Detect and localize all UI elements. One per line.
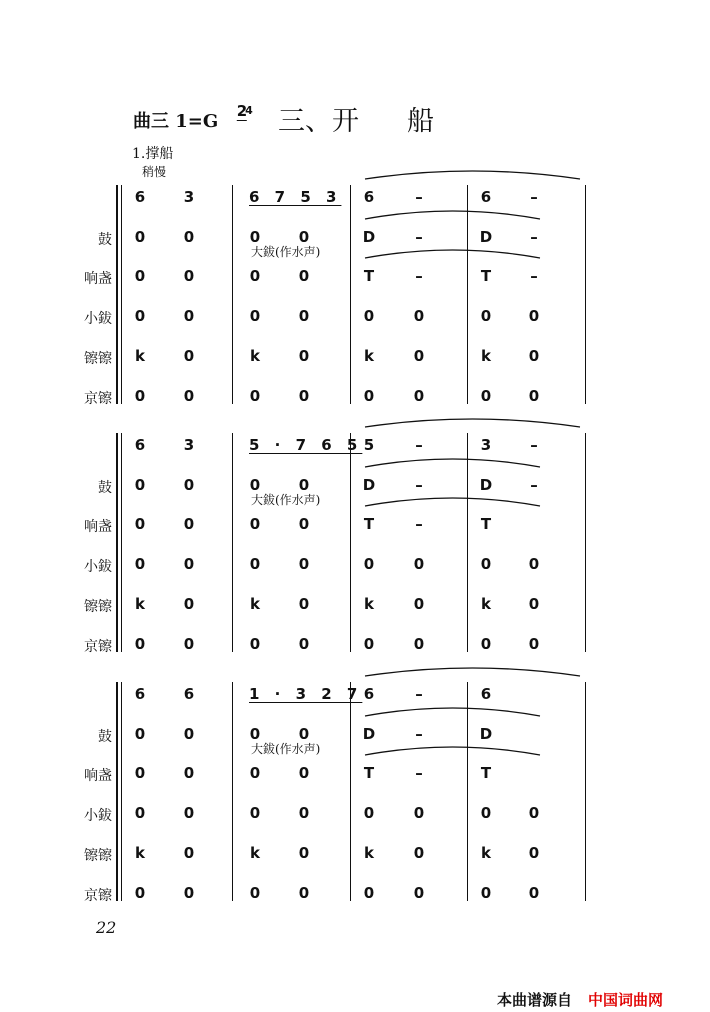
- beat-cell: 0: [183, 764, 195, 782]
- beat-cell: 0: [134, 307, 146, 325]
- beat-cell: 0: [363, 555, 375, 573]
- tempo-marking: 稍慢: [142, 165, 167, 179]
- melody-note: 6: [480, 188, 492, 206]
- beat-cell: k: [364, 844, 374, 862]
- beat-cell: 0: [134, 476, 146, 494]
- beat-cell: 0: [298, 725, 310, 743]
- beat-cell: k: [135, 595, 145, 613]
- tie-arc: [365, 211, 540, 219]
- melody-note: –: [530, 188, 538, 206]
- melody-note: 3: [183, 436, 195, 454]
- melody-note: 6: [363, 685, 375, 703]
- beat-cell: 0: [298, 267, 310, 285]
- melody-note: 3: [183, 188, 195, 206]
- melody-phrase: 5 · 7 6 5: [249, 436, 363, 454]
- melody-note: 6: [183, 685, 195, 703]
- beat-cell: –: [415, 725, 423, 743]
- beat-cell: 0: [363, 387, 375, 405]
- beat-cell: 0: [134, 387, 146, 405]
- instrument-label: 京镲: [84, 888, 112, 904]
- melody-note: 6: [134, 436, 146, 454]
- beat-cell: k: [135, 844, 145, 862]
- beat-cell: 0: [183, 635, 195, 653]
- beat-cell: 0: [183, 595, 195, 613]
- beat-cell: 0: [249, 387, 261, 405]
- beat-cell: 0: [363, 635, 375, 653]
- instrument-label: 响盏: [84, 271, 112, 287]
- beat-cell: 0: [528, 595, 540, 613]
- beat-cell: 0: [298, 884, 310, 902]
- beat-cell: 0: [249, 267, 261, 285]
- tie-arc: [365, 498, 540, 506]
- beat-cell: k: [250, 595, 260, 613]
- beat-cell: 0: [413, 307, 425, 325]
- beat-cell: –: [415, 267, 423, 285]
- beat-cell: 0: [363, 884, 375, 902]
- beat-cell: 0: [134, 725, 146, 743]
- beat-cell: 0: [183, 515, 195, 533]
- beat-cell: 0: [134, 764, 146, 782]
- beat-cell: 0: [298, 387, 310, 405]
- instrument-label: 镲镲: [84, 351, 112, 367]
- instrument-label: 鼓: [98, 729, 112, 745]
- beat-cell: 0: [298, 844, 310, 862]
- instrument-label: 镲镲: [84, 848, 112, 864]
- instrument-label: 小鈸: [84, 808, 112, 824]
- beat-cell: 0: [480, 635, 492, 653]
- source-credit: [497, 989, 663, 1010]
- melody-note: 6: [134, 188, 146, 206]
- beat-cell: D: [479, 725, 493, 743]
- beat-cell: 0: [528, 804, 540, 822]
- page-number: 22: [96, 918, 117, 937]
- beat-cell: 0: [183, 555, 195, 573]
- beat-cell: –: [415, 764, 423, 782]
- beat-cell: 0: [528, 884, 540, 902]
- beat-cell: –: [530, 267, 538, 285]
- beat-cell: 0: [134, 515, 146, 533]
- beat-cell: –: [415, 515, 423, 533]
- instrument-label: 京镲: [84, 391, 112, 407]
- beat-cell: 0: [528, 635, 540, 653]
- source-prefix: 本曲谱源自: [497, 991, 573, 1009]
- instrument-label: 京镲: [84, 639, 112, 655]
- beat-cell: 0: [183, 267, 195, 285]
- beat-cell: 0: [480, 387, 492, 405]
- beat-cell: 0: [134, 555, 146, 573]
- beat-cell: 0: [413, 635, 425, 653]
- melody-phrase: 6 7 5 3: [249, 188, 342, 206]
- source-site: 中国词曲网: [588, 991, 664, 1009]
- beat-cell: –: [415, 228, 423, 246]
- beat-cell: 0: [249, 764, 261, 782]
- beat-cell: 0: [183, 884, 195, 902]
- beat-cell: 0: [298, 228, 310, 246]
- beat-cell: 0: [134, 228, 146, 246]
- melody-phrase: 1 · 3 2 7: [249, 685, 363, 703]
- time-bottom: 4: [245, 104, 253, 117]
- beat-cell: T: [480, 764, 492, 782]
- beat-cell: 0: [134, 635, 146, 653]
- beat-cell: 0: [528, 844, 540, 862]
- beat-cell: 0: [528, 347, 540, 365]
- beat-cell: 0: [298, 635, 310, 653]
- beat-cell: 0: [134, 884, 146, 902]
- beat-cell: 0: [298, 476, 310, 494]
- melody-note: 6: [134, 685, 146, 703]
- beat-cell: 0: [413, 347, 425, 365]
- beat-cell: 0: [183, 804, 195, 822]
- beat-cell: 0: [413, 884, 425, 902]
- beat-cell: 0: [363, 804, 375, 822]
- beat-cell: 0: [183, 228, 195, 246]
- beat-cell: 0: [413, 804, 425, 822]
- beat-cell: D: [362, 228, 376, 246]
- beat-cell: 0: [528, 307, 540, 325]
- beat-cell: T: [480, 267, 492, 285]
- beat-cell: 0: [249, 884, 261, 902]
- beat-cell: T: [363, 267, 375, 285]
- beat-cell: k: [481, 844, 491, 862]
- beat-cell: 0: [480, 555, 492, 573]
- beat-cell: 0: [298, 555, 310, 573]
- tie-arc: [365, 459, 540, 467]
- beat-cell: 0: [298, 307, 310, 325]
- beat-cell: 0: [249, 307, 261, 325]
- instrument-label: 鼓: [98, 480, 112, 496]
- tie-arc: [365, 419, 580, 427]
- beat-cell: k: [135, 347, 145, 365]
- beat-cell: k: [364, 347, 374, 365]
- beat-cell: k: [250, 844, 260, 862]
- tie-arc: [365, 747, 540, 755]
- instrument-label: 小鈸: [84, 559, 112, 575]
- beat-cell: –: [415, 476, 423, 494]
- beat-cell: 0: [249, 515, 261, 533]
- beat-cell: –: [530, 228, 538, 246]
- beat-cell: 0: [134, 804, 146, 822]
- melody-note: 6: [363, 188, 375, 206]
- beat-cell: T: [363, 515, 375, 533]
- beat-cell: 0: [413, 555, 425, 573]
- annotation-cymbal: 大鈸(作水声): [251, 245, 321, 259]
- piece-title-part2: 船: [407, 106, 434, 137]
- beat-cell: 0: [183, 844, 195, 862]
- beat-cell: 0: [413, 844, 425, 862]
- beat-cell: D: [362, 476, 376, 494]
- beat-cell: 0: [249, 555, 261, 573]
- beat-cell: 0: [363, 307, 375, 325]
- annotation-cymbal: 大鈸(作水声): [251, 493, 321, 507]
- beat-cell: D: [479, 228, 493, 246]
- beat-cell: T: [363, 764, 375, 782]
- beat-cell: k: [481, 347, 491, 365]
- beat-cell: 0: [183, 476, 195, 494]
- beat-cell: 0: [298, 595, 310, 613]
- beat-cell: 0: [249, 804, 261, 822]
- instrument-label: 镲镲: [84, 599, 112, 615]
- time-top: 2: [236, 102, 248, 120]
- beat-cell: 0: [183, 307, 195, 325]
- piece-title-part1: 三、开: [278, 106, 359, 137]
- beat-cell: 0: [183, 387, 195, 405]
- melody-note: –: [415, 685, 423, 703]
- beat-cell: D: [362, 725, 376, 743]
- beat-cell: 0: [298, 347, 310, 365]
- instrument-label: 小鈸: [84, 311, 112, 327]
- annotation-cymbal: 大鈸(作水声): [251, 742, 321, 756]
- beat-cell: D: [479, 476, 493, 494]
- beat-cell: k: [250, 347, 260, 365]
- beat-cell: T: [480, 515, 492, 533]
- melody-note: 5: [363, 436, 375, 454]
- beat-cell: 0: [298, 764, 310, 782]
- tie-arc: [365, 171, 580, 179]
- beat-cell: 0: [249, 476, 261, 494]
- melody-note: –: [530, 436, 538, 454]
- beat-cell: 0: [298, 804, 310, 822]
- beat-cell: 0: [183, 725, 195, 743]
- beat-cell: –: [530, 476, 538, 494]
- key-label: 曲三 1=G: [133, 111, 219, 132]
- beat-cell: 0: [480, 884, 492, 902]
- beat-cell: k: [481, 595, 491, 613]
- melody-note: 3: [480, 436, 492, 454]
- beat-cell: k: [364, 595, 374, 613]
- beat-cell: 0: [528, 555, 540, 573]
- beat-cell: 0: [249, 725, 261, 743]
- melody-note: 6: [480, 685, 492, 703]
- beat-cell: 0: [413, 595, 425, 613]
- beat-cell: 0: [413, 387, 425, 405]
- tie-arc: [365, 668, 580, 676]
- beat-cell: 0: [249, 635, 261, 653]
- instrument-label: 响盏: [84, 519, 112, 535]
- beat-cell: 0: [480, 804, 492, 822]
- beat-cell: 0: [298, 515, 310, 533]
- melody-note: –: [415, 188, 423, 206]
- section-label: 1.撑船: [132, 146, 174, 162]
- tie-arc: [365, 708, 540, 716]
- beat-cell: 0: [183, 347, 195, 365]
- melody-note: –: [415, 436, 423, 454]
- beat-cell: 0: [480, 307, 492, 325]
- beat-cell: 0: [249, 228, 261, 246]
- instrument-label: 鼓: [98, 232, 112, 248]
- tie-arc: [365, 250, 540, 258]
- beat-cell: 0: [134, 267, 146, 285]
- beat-cell: 0: [528, 387, 540, 405]
- instrument-label: 响盏: [84, 768, 112, 784]
